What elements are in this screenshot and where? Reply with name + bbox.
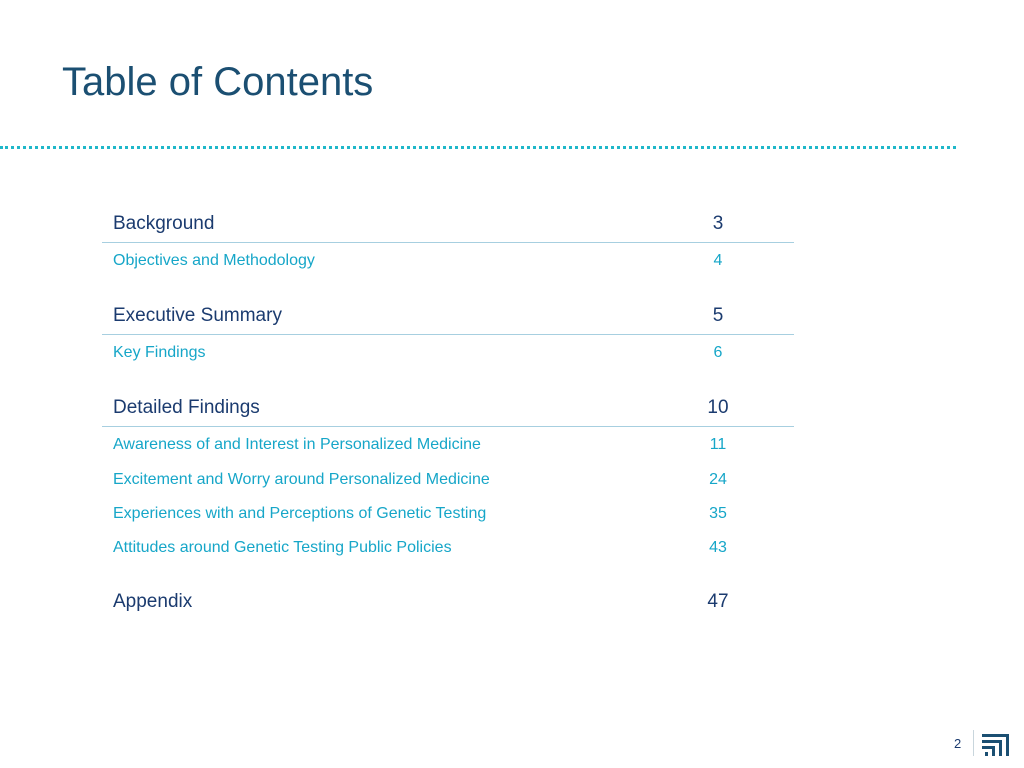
- footer-page-number: 2: [954, 736, 962, 751]
- table-of-contents: [102, 206, 794, 620]
- toc-page-number: 6: [713, 344, 723, 361]
- toc-item-label: Key Findings: [113, 344, 206, 361]
- toc-section-background[interactable]: [102, 206, 794, 243]
- toc-page-number: 43: [709, 539, 727, 556]
- toc-page-number: 4: [713, 252, 723, 269]
- toc-section-executive-summary[interactable]: [102, 298, 794, 335]
- toc-page-number: 35: [709, 505, 727, 522]
- toc-item-awareness[interactable]: [102, 427, 794, 463]
- toc-page-number: 5: [712, 305, 724, 326]
- toc-section-label: Executive Summary: [113, 305, 282, 326]
- toc-item-label: Objectives and Methodology: [113, 252, 315, 269]
- toc-item-label: Attitudes around Genetic Testing Public Policies: [113, 539, 452, 556]
- toc-item-excitement[interactable]: [102, 463, 794, 497]
- toc-section-appendix[interactable]: [102, 584, 794, 620]
- toc-page-number: 24: [709, 471, 727, 488]
- toc-section-label: Appendix: [113, 591, 193, 612]
- toc-section-label: Background: [113, 213, 215, 234]
- toc-page-number: 10: [707, 397, 729, 418]
- brand-logo-icon: [982, 731, 1012, 757]
- toc-item-attitudes[interactable]: [102, 531, 794, 565]
- toc-item-key-findings[interactable]: [102, 335, 794, 371]
- toc-item-experiences[interactable]: [102, 497, 794, 531]
- dotted-divider: [0, 146, 956, 149]
- toc-item-label: Experiences with and Perceptions of Genetic Testing: [113, 505, 487, 522]
- toc-item-label: Excitement and Worry around Personalized Medicine: [113, 471, 490, 488]
- toc-page-number: 11: [709, 436, 727, 453]
- toc-item-objectives-and-methodology[interactable]: [102, 243, 794, 279]
- toc-page-number: 3: [712, 213, 724, 234]
- toc-page-number: 47: [707, 591, 729, 612]
- footer-divider: [973, 730, 974, 756]
- toc-section-detailed-findings[interactable]: [102, 390, 794, 427]
- toc-item-label: Awareness of and Interest in Personalized Medicine: [113, 436, 481, 453]
- toc-section-label: Detailed Findings: [113, 397, 260, 418]
- page-title: Table of Contents: [62, 60, 374, 104]
